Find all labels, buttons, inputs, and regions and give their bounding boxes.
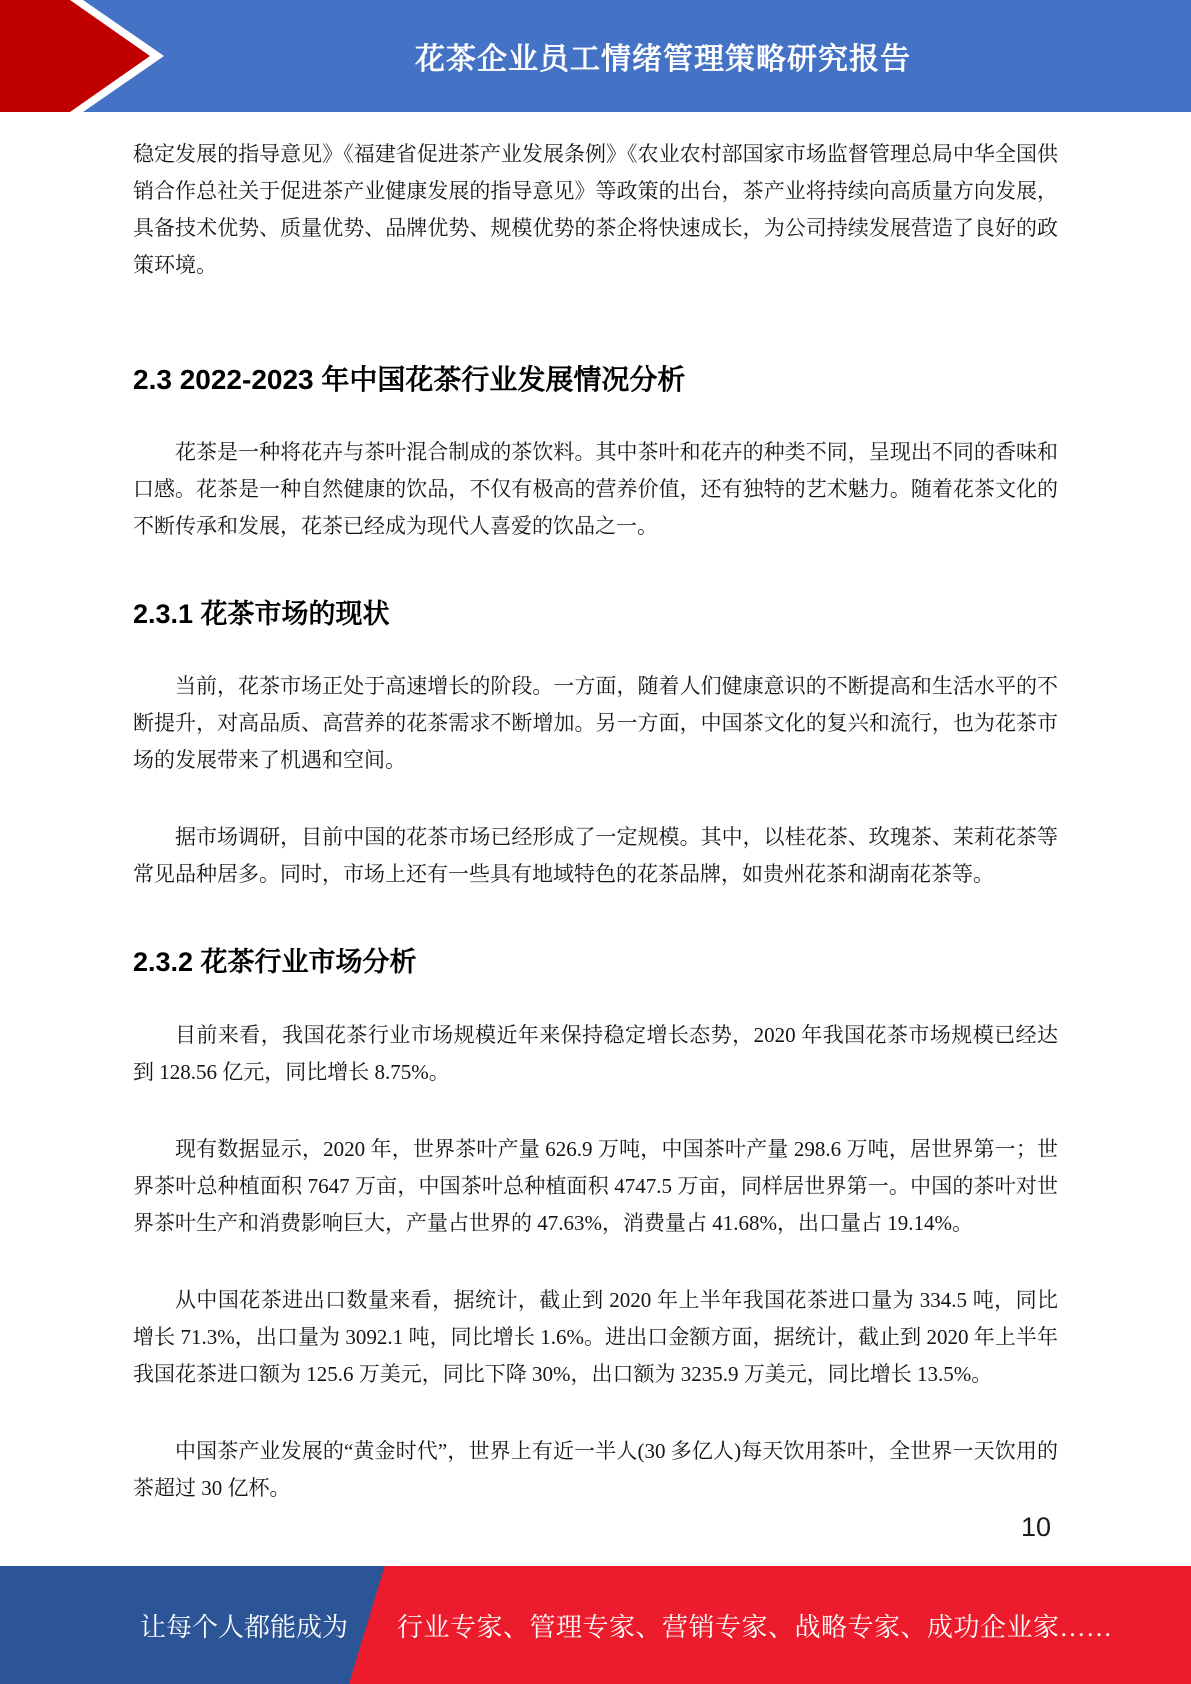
section-2-3-2-paragraph-2: 现有数据显示，2020 年，世界茶叶产量 626.9 万吨，中国茶叶产量 298.6 万吨，居世界第一；世界茶叶总种植面积 7647 万亩，中国茶叶总种植面积 4747.5 万亩，同样居世界第一。中国的茶叶对世界茶叶生产和消费影响巨大，产量占世界的 47.63%，消费量占 41.68%，出口量占 19.14%。	[133, 1136, 1058, 1235]
chevron-red-arrow	[0, 0, 175, 112]
section-heading-2-3: 2.3 2022-2023 年中国花茶行业发展情况分析	[133, 364, 686, 395]
section-2-3-1-paragraph-2: 据市场调研，目前中国的花茶市场已经形成了一定规模。其中，以桂花茶、玫瑰茶、茉莉花茶等常见品种居多。同时，市场上还有一些具有地域特色的花茶品牌，如贵州花茶和湖南花茶等。	[133, 825, 1058, 887]
section-2-3-2-paragraph-3: 从中国花茶进出口数量来看，据统计，截止到 2020 年上半年我国花茶进口量为 334.5 吨，同比增长 71.3%，出口量为 3092.1 吨，同比增长 1.6%。进出口金额方面，据统计，截止到 2020 年上半年我国花茶进口额为 125.6 万美元，同比下降 30%，出口额为 3235.9 万美元，同比增长 13.5%。	[133, 1287, 1058, 1386]
section-2-3-paragraph: 花茶是一种将花卉与茶叶混合制成的茶饮料。其中茶叶和花卉的种类不同，呈现出不同的香味和口感。花茶是一种自然健康的饮品，不仅有极高的营养价值，还有独特的艺术魅力。随着花茶文化的不断传承和发展，花茶已经成为现代人喜爱的饮品之一。	[133, 440, 1058, 539]
page-number: 10	[1020, 1512, 1051, 1542]
section-2-3-2-paragraph-1: 目前来看，我国花茶行业市场规模近年来保持稳定增长态势，2020 年我国花茶市场规模已经达到 128.56 亿元，同比增长 8.75%。	[133, 1022, 1058, 1084]
section-heading-2-3-2: 2.3.2 花茶行业市场分析	[133, 947, 417, 978]
section-heading-2-3-1: 2.3.1 花茶市场的现状	[133, 599, 390, 630]
page-body	[0, 112, 1191, 1507]
section-2-3-2-paragraph-4: 中国茶产业发展的“黄金时代”，世界上有近一半人(30 多亿人)每天饮用茶叶，全世界一天饮用的茶超过 30 亿杯。	[133, 1438, 1058, 1500]
footer-slogan-right: 行业专家、管理专家、营销专家、战略专家、成功企业家……	[397, 1612, 1113, 1642]
chevron-right-icon	[0, 0, 175, 112]
footer-band	[0, 1566, 1191, 1684]
header-band	[0, 0, 1191, 112]
footer-slogan-left: 让每个人都能成为	[140, 1612, 349, 1642]
continuation-paragraph: 稳定发展的指导意见》《福建省促进茶产业发展条例》《农业农村部国家市场监督管理总局中华全国供销合作总社关于促进茶产业健康发展的指导意见》等政策的出台，茶产业将持续向高质量方向发展，具备技术优势、质量优势、品牌优势、规模优势的茶企将快速成长，为公司持续发展营造了良好的政策环境。	[133, 142, 1058, 277]
section-2-3-1-paragraph-1: 当前，花茶市场正处于高速增长的阶段。一方面，随着人们健康意识的不断提高和生活水平的不断提升，对高品质、高营养的花茶需求不断增加。另一方面，中国茶文化的复兴和流行，也为花茶市场的发展带来了机遇和空间。	[133, 674, 1058, 773]
report-title: 花茶企业员工情绪管理策略研究报告	[415, 43, 911, 76]
